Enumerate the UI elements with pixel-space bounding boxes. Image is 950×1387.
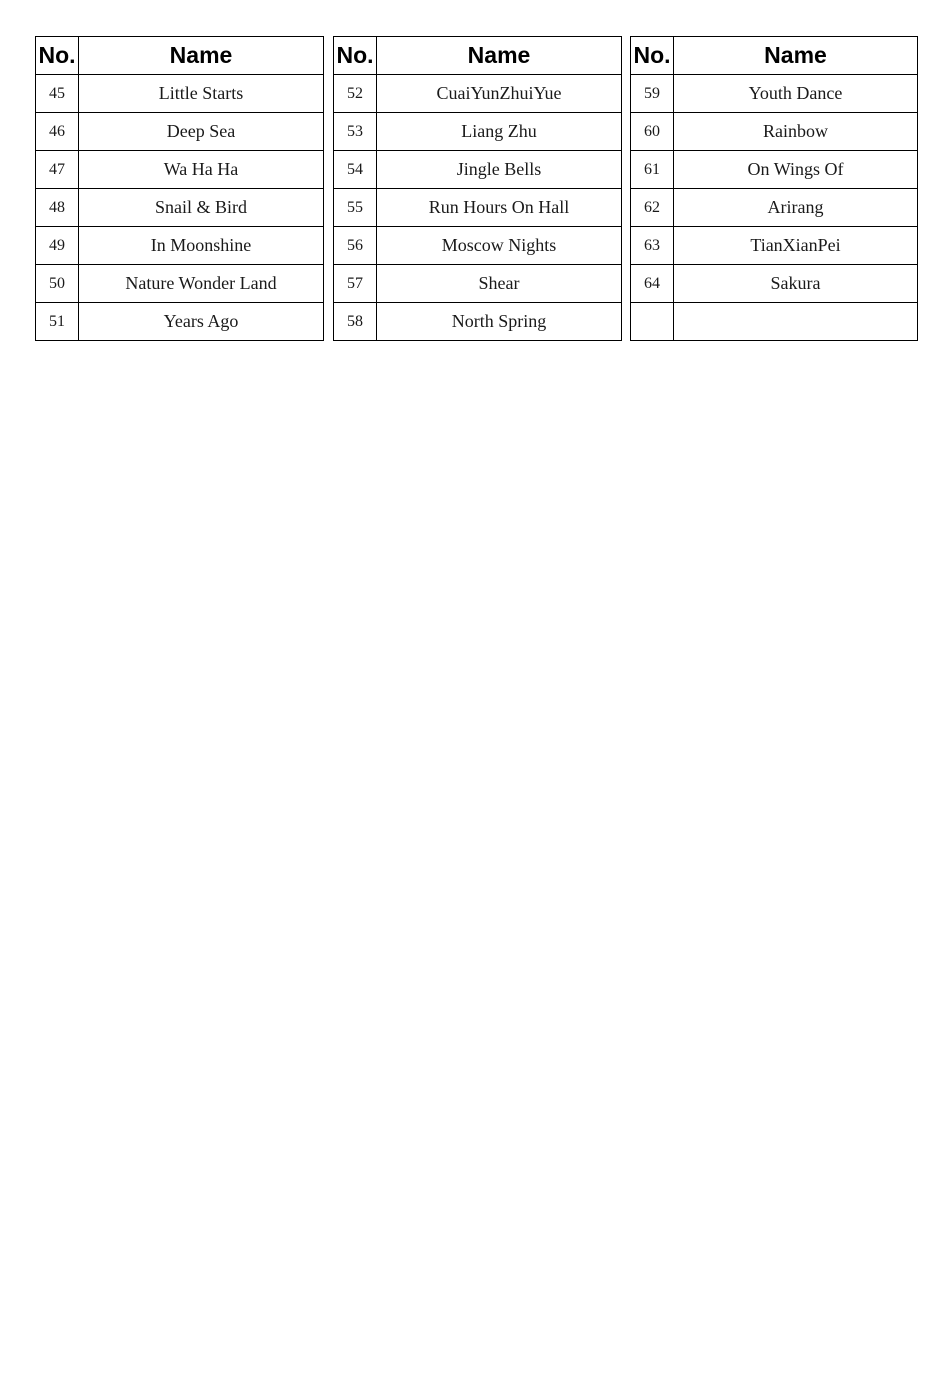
song-name: On Wings Of [674, 151, 918, 189]
song-name: Arirang [674, 189, 918, 227]
table-row [334, 265, 622, 303]
table-row [334, 303, 622, 341]
song-table-1 [35, 36, 324, 341]
table-row-empty [631, 303, 918, 341]
header-row [36, 37, 324, 75]
table-row [631, 75, 918, 113]
song-number: 55 [334, 189, 377, 227]
song-name: Liang Zhu [377, 113, 622, 151]
song-number [631, 303, 674, 341]
header-no: No. [631, 37, 674, 75]
song-number: 59 [631, 75, 674, 113]
song-number: 61 [631, 151, 674, 189]
song-number: 64 [631, 265, 674, 303]
song-name: Snail & Bird [79, 189, 324, 227]
song-number: 53 [334, 113, 377, 151]
table-row [631, 113, 918, 151]
header-name: Name [377, 37, 622, 75]
song-table-2 [333, 36, 622, 341]
song-name: Nature Wonder Land [79, 265, 324, 303]
table-row [36, 265, 324, 303]
song-number: 46 [36, 113, 79, 151]
song-number: 56 [334, 227, 377, 265]
song-name: Shear [377, 265, 622, 303]
header-name: Name [79, 37, 324, 75]
table-row [631, 227, 918, 265]
header-no: No. [36, 37, 79, 75]
song-name: TianXianPei [674, 227, 918, 265]
song-number: 48 [36, 189, 79, 227]
table-row [334, 75, 622, 113]
table-row [631, 265, 918, 303]
song-name: Youth Dance [674, 75, 918, 113]
song-number: 52 [334, 75, 377, 113]
table-row [36, 113, 324, 151]
song-name: Little Starts [79, 75, 324, 113]
header-row [334, 37, 622, 75]
song-name: Jingle Bells [377, 151, 622, 189]
table-row [334, 227, 622, 265]
song-name: Moscow Nights [377, 227, 622, 265]
song-number: 62 [631, 189, 674, 227]
song-number: 60 [631, 113, 674, 151]
song-name: Sakura [674, 265, 918, 303]
song-name: Deep Sea [79, 113, 324, 151]
song-name: Run Hours On Hall [377, 189, 622, 227]
table-row [631, 151, 918, 189]
song-name: North Spring [377, 303, 622, 341]
song-name: Wa Ha Ha [79, 151, 324, 189]
table-row [334, 113, 622, 151]
table-row [334, 151, 622, 189]
table-row [334, 189, 622, 227]
table-row [631, 189, 918, 227]
song-name: Years Ago [79, 303, 324, 341]
song-name: In Moonshine [79, 227, 324, 265]
table-row [36, 227, 324, 265]
song-number: 49 [36, 227, 79, 265]
table-row [36, 189, 324, 227]
song-number: 63 [631, 227, 674, 265]
song-table-3 [630, 36, 918, 341]
header-name: Name [674, 37, 918, 75]
song-number: 45 [36, 75, 79, 113]
table-row [36, 151, 324, 189]
song-name: CuaiYunZhuiYue [377, 75, 622, 113]
song-number: 47 [36, 151, 79, 189]
header-row [631, 37, 918, 75]
table-row [36, 303, 324, 341]
song-name: Rainbow [674, 113, 918, 151]
song-number: 50 [36, 265, 79, 303]
song-number: 51 [36, 303, 79, 341]
header-no: No. [334, 37, 377, 75]
song-number: 58 [334, 303, 377, 341]
song-number: 57 [334, 265, 377, 303]
song-name [674, 303, 918, 341]
song-number: 54 [334, 151, 377, 189]
table-row [36, 75, 324, 113]
